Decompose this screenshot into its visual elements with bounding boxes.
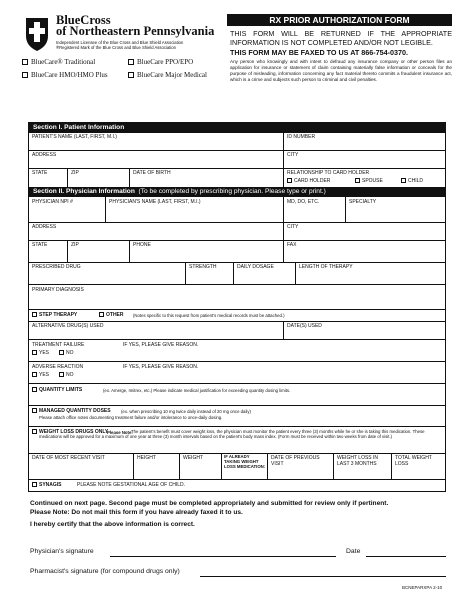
mqd-note-2: Please attach office notes documenting treatment failure and/or intolerance to once-daily dosing. bbox=[39, 415, 223, 420]
synagis-option[interactable]: SYNAGIS bbox=[32, 482, 62, 488]
other-note: (Notes specific to this request from patient's medical records must be attached.) bbox=[133, 313, 285, 318]
checkbox[interactable] bbox=[22, 72, 28, 78]
adverse-reaction-no[interactable]: NO bbox=[59, 372, 74, 378]
plan-hmo[interactable]: BlueCare HMO/HMO Plus bbox=[22, 71, 108, 79]
relationship-label: RELATIONSHIP TO CARD HOLDER bbox=[287, 170, 370, 176]
checkbox bbox=[32, 372, 37, 377]
mqd-option[interactable]: MANAGED QUANTITY DOSES bbox=[32, 408, 111, 414]
length-of-therapy-field[interactable]: LENGTH OF THERAPY bbox=[299, 264, 353, 270]
treatment-failure-label: TREATMENT FAILURE bbox=[32, 342, 85, 348]
synagis-note: PLEASE NOTE GESTATIONAL AGE OF CHILD. bbox=[77, 482, 185, 488]
form-body bbox=[28, 122, 446, 492]
checkbox bbox=[32, 408, 37, 413]
alt-drugs-field[interactable]: ALTERNATIVE DRUG(S) USED bbox=[32, 323, 104, 329]
recent-visit-date-field[interactable]: DATE OF MOST RECENT VISIT bbox=[32, 455, 105, 461]
form-title: RX PRIOR AUTHORIZATION FORM bbox=[227, 14, 452, 26]
specialty-field[interactable]: SPECIALTY bbox=[349, 199, 377, 205]
checkbox[interactable] bbox=[128, 72, 134, 78]
weight-loss-option[interactable]: WEIGHT LOSS DRUGS ONLY bbox=[32, 429, 108, 435]
daily-dosage-field[interactable]: DAILY DOSAGE bbox=[237, 264, 274, 270]
physician-signature-label: Physician's signature bbox=[30, 548, 94, 555]
checkbox bbox=[32, 350, 37, 355]
adverse-reaction-label: ADVERSE REACTION bbox=[32, 364, 84, 370]
plan-traditional[interactable]: BlueCare® Traditional bbox=[22, 58, 95, 66]
patient-city-field[interactable]: CITY bbox=[287, 152, 299, 158]
checkbox[interactable] bbox=[22, 59, 28, 65]
do-not-mail-note: Please Note: Do not mail this form if you have already faxed it to us. bbox=[30, 509, 243, 516]
fax-notice: THIS FORM MAY BE FAXED TO US AT 866-754-0370. bbox=[230, 48, 409, 57]
date-line[interactable] bbox=[366, 556, 446, 557]
certify-statement: I hereby certify that the above information is correct. bbox=[30, 521, 195, 528]
license-text: Independent Licensee of the Blue Cross and Blue Shield Association bbox=[56, 40, 184, 45]
checkbox bbox=[355, 178, 360, 183]
patient-zip-field[interactable]: ZIP bbox=[71, 170, 79, 176]
adverse-reaction-yes[interactable]: YES bbox=[32, 372, 49, 378]
prescribed-drug-field[interactable]: PRESCRIBED DRUG bbox=[32, 264, 81, 270]
pharmacist-signature-label: Pharmacist's signature (for compound drugs only) bbox=[30, 568, 180, 575]
other-option[interactable]: OTHER bbox=[99, 312, 124, 318]
checkbox bbox=[32, 482, 37, 487]
physician-phone-field[interactable]: PHONE bbox=[133, 242, 151, 248]
plan-ppo-epo[interactable]: BlueCare PPO/EPO bbox=[128, 58, 193, 66]
dob-field[interactable]: DATE OF BIRTH bbox=[133, 170, 171, 176]
form-code: BCNEPARXPA 2-10 bbox=[402, 585, 443, 590]
pharmacist-signature-line[interactable] bbox=[200, 576, 446, 577]
treatment-failure-no[interactable]: NO bbox=[59, 350, 74, 356]
checkbox bbox=[59, 372, 64, 377]
form-header bbox=[22, 14, 452, 129]
physician-address-field[interactable]: ADDRESS bbox=[32, 224, 57, 230]
patient-address-field[interactable]: ADDRESS bbox=[32, 152, 57, 158]
brand-name: BlueCross bbox=[56, 13, 111, 27]
strength-field[interactable]: STRENGTH bbox=[189, 264, 217, 270]
physician-npi-field[interactable]: PHYSICIAN NPI # bbox=[32, 199, 73, 205]
treatment-failure-yes[interactable]: YES bbox=[32, 350, 49, 356]
checkbox bbox=[287, 178, 292, 183]
return-notice: THIS FORM WILL BE RETURNED IF THE APPROPRIATE INFORMATION IS NOT COMPLETED AND/OR NOT LEGIBLE. bbox=[230, 29, 452, 47]
weight-loss-note-label: Please Note: bbox=[107, 430, 133, 435]
plan-major-medical[interactable]: BlueCare Major Medical bbox=[128, 71, 207, 79]
continued-note: Continued on next page. Second page must be completed appropriately and submitted for review only if pertinent. bbox=[30, 500, 389, 507]
section-1-header: Section I. Patient Information bbox=[29, 123, 445, 132]
physician-fax-field[interactable]: FAX bbox=[287, 242, 297, 248]
date-label: Date bbox=[346, 548, 361, 555]
patient-name-field[interactable]: PATIENT'S NAME (LAST, FIRST, M.I.) bbox=[32, 134, 117, 140]
weight-loss-3mo-field[interactable]: WEIGHT LOSS IN LAST 3 MONTHS bbox=[337, 455, 379, 467]
checkbox[interactable] bbox=[128, 59, 134, 65]
degree-field[interactable]: MD, DO, ETC. bbox=[287, 199, 320, 205]
brand-region: of Northeastern Pennsylvania bbox=[56, 24, 215, 38]
physician-zip-field[interactable]: ZIP bbox=[71, 242, 79, 248]
rel-child[interactable]: CHILD bbox=[401, 178, 423, 184]
primary-diagnosis-field[interactable]: PRIMARY DIAGNOSIS bbox=[32, 287, 84, 293]
previous-visit-date-field[interactable]: DATE OF PREVIOUS VISIT bbox=[271, 455, 320, 467]
physician-state-field[interactable]: STATE bbox=[32, 242, 48, 248]
rel-card-holder[interactable]: CARD HOLDER bbox=[287, 178, 330, 184]
checkbox bbox=[99, 312, 104, 317]
checkbox bbox=[401, 178, 406, 183]
checkbox bbox=[32, 387, 37, 392]
checkbox bbox=[59, 350, 64, 355]
rel-spouse[interactable]: SPOUSE bbox=[355, 178, 383, 184]
step-therapy-option[interactable]: STEP THERAPY bbox=[32, 312, 77, 318]
checkbox bbox=[32, 429, 37, 434]
height-field[interactable]: HEIGHT bbox=[137, 455, 156, 461]
section-2-header: Section II. Physician Information (To be completed by prescribing physician. Please type or print.) bbox=[29, 187, 445, 196]
adverse-reaction-reason[interactable]: IF YES, PLEASE GIVE REASON. bbox=[123, 364, 199, 370]
physician-signature-line[interactable] bbox=[110, 556, 336, 557]
patient-state-field[interactable]: STATE bbox=[32, 170, 48, 176]
quantity-limits-option[interactable]: QUANTITY LIMITS bbox=[32, 387, 82, 393]
fraud-warning: Any person who knowingly and with intent to defraud any insurance company or other person files an application for insurance or statement of claim containing materially false information or conceals for the purpose of misleading, information concerning any fact material thereto commits a fraudulent insurance act, which is a crime and subjects such person to criminal and civil penalties. bbox=[230, 59, 452, 82]
treatment-failure-reason[interactable]: IF YES, PLEASE GIVE REASON. bbox=[123, 342, 199, 348]
blue-cross-logo-icon bbox=[22, 14, 52, 52]
id-number-field[interactable]: ID NUMBER bbox=[287, 134, 316, 140]
mqd-note: (ex. when prescribing 10 mg twice daily instead of 20 mg once daily) bbox=[121, 409, 251, 414]
total-weight-loss-field[interactable]: TOTAL WEIGHT LOSS bbox=[395, 455, 432, 467]
weight-field[interactable]: WEIGHT bbox=[183, 455, 203, 461]
quantity-limits-note: (ex. Amerge, Imitrex, etc.) Please indicate medical justification for exceeding quantity dosing limits. bbox=[103, 388, 291, 393]
checkbox bbox=[32, 312, 37, 317]
dates-used-field[interactable]: DATE(S) USED bbox=[287, 323, 322, 329]
already-taking-label: IF ALREADY TAKING WEIGHT LOSS MEDICATION: bbox=[224, 454, 266, 469]
physician-name-field[interactable]: PHYSICIAN'S NAME (LAST, FIRST, M.I.) bbox=[109, 199, 201, 205]
weight-loss-note: The patient's benefit must cover weight loss, the physician must monitor the patient every three (3) months while he or she is taking this medication. These medications will be approved for a maximum of one year at three (3) month intervals based on the patient's body mass index. (Form must be received within two weeks from date of visit.) bbox=[39, 429, 425, 440]
registered-mark-text: ®Registered Mark of the Blue Cross and Blue Shield Association bbox=[56, 45, 176, 50]
physician-city-field[interactable]: CITY bbox=[287, 224, 299, 230]
